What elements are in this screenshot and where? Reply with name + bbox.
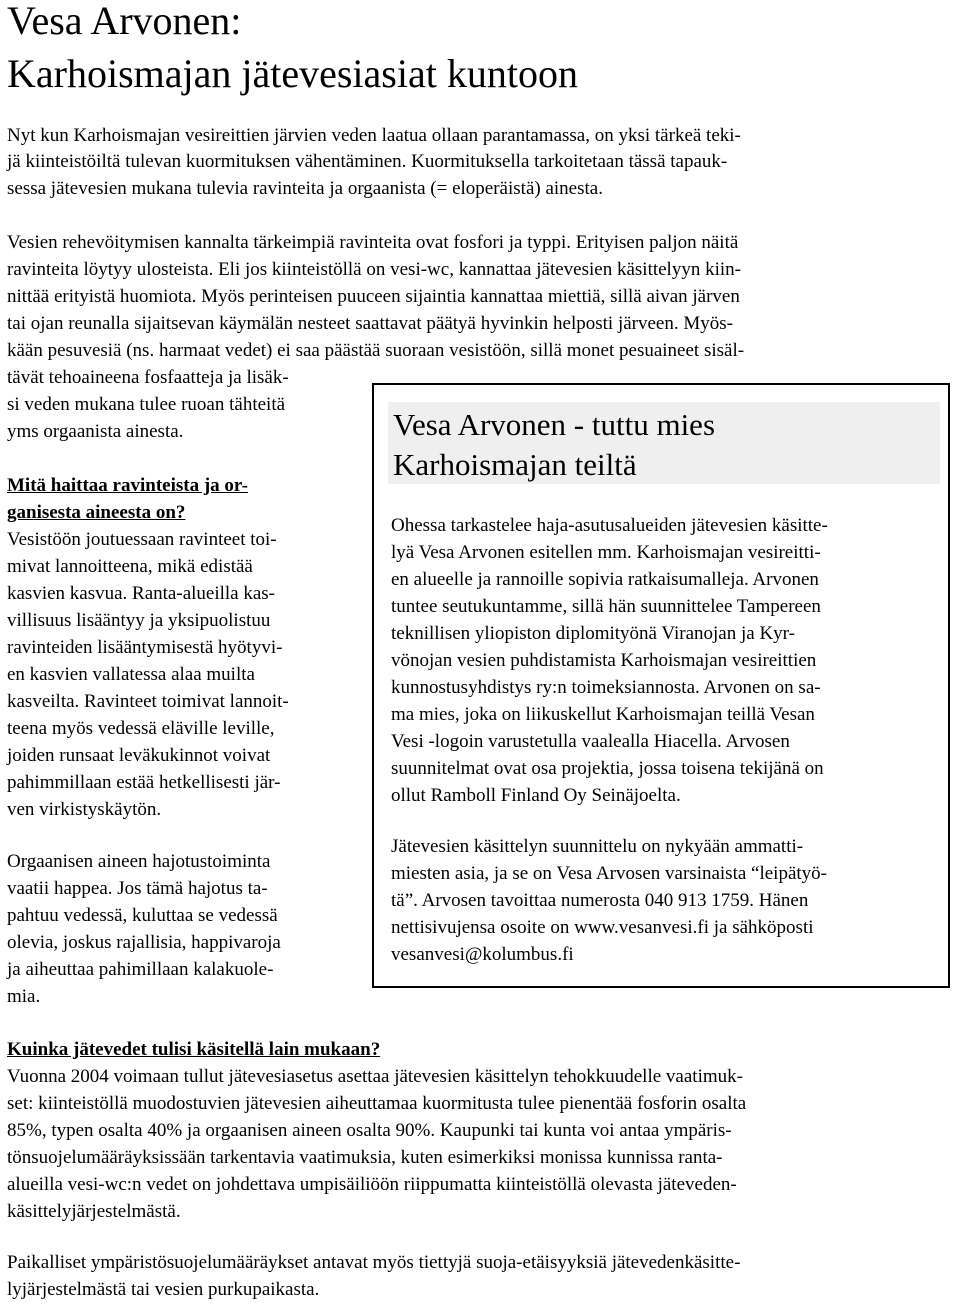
body-line: Vuonna 2004 voimaan tullut jätevesiasetus asettaa jätevesien käsittelyn tehokkuudelle vaatimuk- [7, 1066, 743, 1087]
body-line: Vesistöön joutuessaan ravinteet toi- [7, 529, 277, 550]
body-line: Vesien rehevöitymisen kannalta tärkeimpiä ravinteita ovat fosfori ja typpi. Erityisen paljon näitä [7, 232, 739, 253]
sidebar-body-line: tuntee seutukuntamme, sillä hän suunnittelee Tampereen [391, 596, 821, 617]
sidebar-body-line: Ohessa tarkastelee haja-asutusalueiden jätevesien käsitte- [391, 515, 828, 536]
intro-line: Nyt kun Karhoismajan vesireittien järvien veden laatua ollaan parantamassa, on yksi tärkeä teki- [7, 125, 741, 146]
body-line: pahimmillaan estää hetkellisesti jär- [7, 772, 281, 793]
body-line: ven virkistyskäytön. [7, 799, 162, 820]
body-line: olevia, joskus rajallisia, happivaroja [7, 932, 281, 953]
body-line: teena myös vedessä eläville leville, [7, 718, 275, 739]
article-title-line-2: Karhoismajan jätevesiasiat kuntoon [7, 51, 578, 96]
body-line: käsittelyjärjestelmästä. [7, 1201, 181, 1222]
body-line: Orgaanisen aineen hajotustoiminta [7, 851, 271, 872]
body-line: nittää erityistä huomiota. Myös perinteisen puuceen sijaintia kannattaa miettiä, sillä aivan järven [7, 286, 740, 307]
sidebar-body-line: lyä Vesa Arvonen esitellen mm. Karhoismajan vesireitti- [391, 542, 821, 563]
section-heading-haittaa: ganisesta aineesta on? [7, 502, 186, 523]
sidebar-body-line: vönojan vesien puhdistamista Karhoismajan vesireittien [391, 650, 817, 671]
body-line: lyjärjestelmästä tai vesien purkupaikasta. [7, 1279, 320, 1300]
body-line: vaatii happea. Jos tämä hajotus ta- [7, 878, 268, 899]
article-title-line-1: Vesa Arvonen: [7, 0, 242, 43]
intro-line: sessa jätevesien mukana tulevia ravinteita ja orgaanista (= eloperäistä) ainesta. [7, 178, 603, 199]
body-line: set: kiinteistöllä muodostuvien jätevesien aiheuttamaa kuormitusta tulee pienentää fosforin osalta [7, 1093, 747, 1114]
sidebar-title-line-1: Vesa Arvonen - tuttu mies [393, 407, 716, 442]
body-line: joiden runsaat leväkukinnot voivat [7, 745, 271, 766]
body-line: ravinteiden lisääntymisestä hyötyvi- [7, 637, 283, 658]
body-line: alueilla vesi-wc:n vedet on johdettava umpisäiliöön riippumatta kiinteistöllä olevasta jäteveden- [7, 1174, 737, 1195]
body-line: yms orgaanista ainesta. [7, 421, 184, 442]
sidebar-body-line: teknillisen yliopiston diplomityönä Viranojan ja Kyr- [391, 623, 795, 644]
sidebar-body-line: kunnostusyhdistys ry:n toimeksiannosta. Arvonen on sa- [391, 677, 821, 698]
body-line: 85%, typen osalta 40% ja orgaanisen aineen osalta 90%. Kaupunki tai kunta voi antaa ympäris- [7, 1120, 732, 1141]
body-line: kasvien kasvua. Ranta-alueilla kas- [7, 583, 276, 604]
body-line: mivat lannoitteena, mikä edistää [7, 556, 253, 577]
sidebar-body-line: nettisivujensa osoite on www.vesanvesi.fi ja sähköposti [391, 917, 814, 938]
body-line: mia. [7, 986, 41, 1007]
sidebar-body-line: ollut Ramboll Finland Oy Seinäjoelta. [391, 785, 681, 806]
body-line: kasveilta. Ravinteet toimivat lannoit- [7, 691, 289, 712]
sidebar-body-line: vesanvesi@kolumbus.fi [391, 944, 574, 965]
section-heading-kuinka: Kuinka jätevedet tulisi käsitellä lain mukaan? [7, 1039, 381, 1060]
body-line: si veden mukana tulee ruoan tähteitä [7, 394, 286, 415]
body-line: tävät tehoaineena fosfaatteja ja lisäk- [7, 367, 289, 388]
body-line: ravinteita löytyy ulosteista. Eli jos kiinteistöllä on vesi-wc, kannattaa jätevesien käsittelyyn kiin- [7, 259, 741, 280]
sidebar-body-line: suunnitelmat ovat osa projektia, jossa toisena tekijänä on [391, 758, 824, 779]
sidebar-body-line: en alueelle ja rannoille sopivia ratkaisumalleja. Arvonen [391, 569, 819, 590]
sidebar-body-line: tä”. Arvosen tavoittaa numerosta 040 913 1759. Hänen [391, 890, 809, 911]
body-line: villisuus lisääntyy ja yksipuolistuu [7, 610, 271, 631]
body-line: ja aiheuttaa pahimillaan kalakuole- [7, 959, 274, 980]
body-line: en kasvien vallatessa alaa muilta [7, 664, 255, 685]
body-line: tai ojan reunalla sijaitsevan käymälän nesteet saattavat päätyä hyvinkin helposti järveen. Myös- [7, 313, 733, 334]
body-line: tönsuojelumääräyksissään tarkentavia vaatimuksia, kuten esimerkiksi monissa kunnissa ranta- [7, 1147, 723, 1168]
body-line: kään pesuvesiä (ns. harmaat vedet) ei saa päästää suoraan vesistöön, sillä monet pesuaineet sisäl- [7, 340, 745, 361]
intro-line: jä kiinteistöiltä tulevan kuormituksen vähentäminen. Kuormituksella tarkoitetaan tässä tapauk- [7, 151, 728, 172]
sidebar-body-line: Vesi -logoin varustetulla vaalealla Hiacella. Arvosen [391, 731, 790, 752]
sidebar-body-line: Jätevesien käsittelyn suunnittelu on nykyään ammatti- [391, 836, 804, 857]
section-heading-haittaa: Mitä haittaa ravinteista ja or- [7, 475, 248, 496]
body-line: pahtuu vedessä, kuluttaa se vedessä [7, 905, 278, 926]
sidebar-body-line: ma mies, joka on liikuskellut Karhoismajan teillä Vesan [391, 704, 815, 725]
body-line: Paikalliset ympäristösuojelumääräykset antavat myös tiettyjä suoja-etäisyyksiä jätevedenkäsitte- [7, 1252, 741, 1273]
sidebar-title-line-2: Karhoismajan teiltä [393, 447, 637, 482]
sidebar-body-line: miesten asia, ja se on Vesa Arvosen varsinaista “leipätyö- [391, 863, 827, 884]
